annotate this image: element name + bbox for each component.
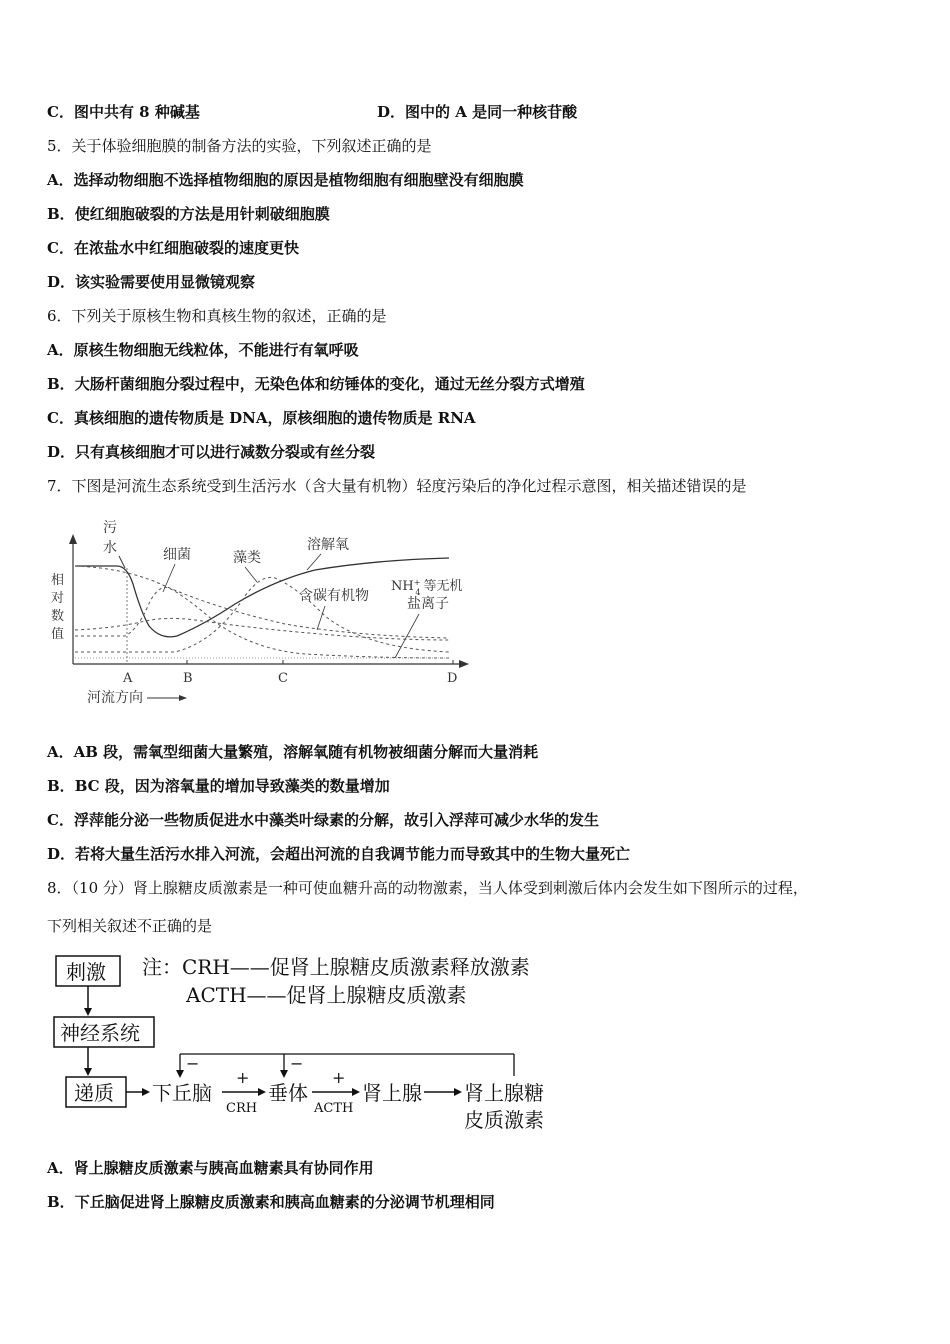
transmitter-label: 递质 [74, 1081, 114, 1105]
bacteria-label: 细菌 [163, 547, 191, 563]
nh4-pointer [395, 614, 419, 658]
option-label: B． [47, 777, 75, 795]
nh4-rest: 等无机 [423, 579, 463, 594]
q6-option-c [47, 408, 476, 428]
option-text: 图中的 A 是同一种核苷酸 [405, 103, 578, 121]
question-number: 5． [47, 137, 72, 155]
q7-option-b [47, 776, 390, 796]
river-direction-arrowhead [179, 695, 187, 701]
adrenal-label: 肾上腺 [362, 1081, 422, 1105]
feedback-arrowhead-hypothalamus [176, 1070, 184, 1078]
q6-option-b [47, 374, 585, 394]
note-line-2: ACTH——促肾上腺糖皮质激素 [186, 983, 467, 1007]
y-label-2: 对 [51, 591, 65, 606]
option-label: B． [47, 1193, 75, 1211]
pituitary-label: 垂体 [268, 1081, 308, 1105]
q7-option-a [47, 742, 538, 762]
q5-option-c [47, 238, 299, 258]
sewage-label-1: 污 [103, 520, 117, 536]
nh4-main: NH [391, 579, 414, 594]
feedback-minus-hypothalamus: − [186, 1054, 200, 1073]
q5-option-b [47, 204, 330, 224]
option-label: C． [47, 103, 74, 121]
tick-label-d: D [447, 671, 458, 686]
option-text: 浮萍能分泌一些物质促进水中藻类叶绿素的分解，故引入浮萍可减少水华的发生 [73, 811, 599, 829]
y-label-4: 值 [51, 627, 65, 642]
nh4-label [391, 578, 463, 597]
q7-option-d [47, 844, 630, 864]
question-number: 7． [47, 477, 72, 495]
option-text: 若将大量生活污水排入河流，会超出河流的自我调节能力而导致其中的生物大量死亡 [75, 845, 631, 863]
bacteria-curve [75, 587, 449, 658]
q8-option-a [47, 1158, 374, 1178]
option-text: AB 段，需氧型细菌大量繁殖，溶解氧随有机物被细菌分解而大量消耗 [73, 743, 539, 761]
question-stem: 下图是河流生态系统受到生活污水（含大量有机物）轻度污染后的净化过程示意图，相关描述错误的是 [71, 477, 747, 495]
arrowhead-hormone [454, 1088, 462, 1096]
salt-ions-label: 盐离子 [407, 596, 449, 612]
option-text: 大肠杆菌细胞分裂过程中，无染色体和纺锤体的变化，通过无丝分裂方式增殖 [74, 375, 585, 393]
option-text: 选择动物细胞不选择植物细胞的原因是植物细胞有细胞壁没有细胞膜 [73, 171, 524, 189]
tick-label-a: A [123, 671, 133, 686]
q6-stem [47, 306, 387, 326]
q4-option-c [47, 102, 200, 122]
acth-plus: + [332, 1068, 346, 1087]
algae-label: 藻类 [233, 550, 261, 566]
option-text: 原核生物细胞无线粒体，不能进行有氧呼吸 [73, 341, 359, 359]
option-label: B． [47, 375, 75, 393]
river-purification-figure [45, 512, 485, 712]
q8-option-b [47, 1192, 495, 1212]
algae-pointer [245, 567, 257, 582]
note-line-1: 注：CRH——促肾上腺糖皮质激素释放激素 [142, 955, 530, 979]
dissolved-oxygen-curve [75, 558, 449, 637]
option-text: 在浓盐水中红细胞破裂的速度更快 [73, 239, 299, 257]
question-stem-line-2: 下列相关叙述不正确的是 [47, 917, 213, 935]
nervous-system-label: 神经系统 [60, 1021, 140, 1045]
option-label: B． [47, 205, 75, 223]
nh4-superscript: + [413, 578, 421, 587]
option-text: 只有真核细胞才可以进行减数分裂或有丝分裂 [75, 443, 376, 461]
arrowhead-crh [258, 1088, 266, 1096]
tick-label-b: B [183, 671, 193, 686]
x-axis-label: 河流方向 [87, 690, 143, 706]
hypothalamus-label: 下丘脑 [152, 1081, 212, 1105]
crh-label: CRH [226, 1101, 258, 1116]
arrowhead-acth [352, 1088, 360, 1096]
q8-stem-continued [47, 916, 212, 936]
crh-plus: + [236, 1068, 250, 1087]
hormone-regulation-figure [50, 950, 570, 1135]
question-score: （10 分） [71, 879, 133, 897]
y-label-1: 相 [51, 573, 65, 588]
dissolved-oxygen-label: 溶解氧 [307, 537, 349, 553]
option-text: 图中共有 8 种碱基 [73, 103, 200, 121]
option-text: BC 段，因为溶氧量的增加导致藻类的数量增加 [74, 777, 390, 795]
y-axis-arrow [69, 534, 77, 544]
feedback-minus-pituitary: − [290, 1054, 304, 1073]
option-label: A． [47, 1159, 74, 1177]
q6-option-d [47, 442, 375, 462]
option-label: D． [47, 845, 76, 863]
question-number: 8． [47, 879, 72, 897]
y-label-3: 数 [51, 609, 65, 624]
arrowhead-transmitter [84, 1068, 92, 1076]
hormone-label-2: 皮质激素 [464, 1108, 544, 1132]
question-stem: 肾上腺糖皮质激素是一种可使血糖升高的动物激素，当人体受到刺激后体内会发生如下图所示的过程， [132, 879, 808, 897]
x-axis-arrow [459, 660, 469, 668]
organic-carbon-curve [75, 566, 449, 638]
question-stem: 关于体验细胞膜的制备方法的实验，下列叙述正确的是 [71, 137, 432, 155]
q5-option-d [47, 272, 255, 292]
option-label: C． [47, 409, 74, 427]
option-label: C． [47, 239, 74, 257]
feedback-arrowhead-pituitary [280, 1070, 288, 1078]
organic-carbon-label: 含碳有机物 [299, 588, 369, 604]
option-label: A． [47, 341, 74, 359]
acth-label: ACTH [314, 1101, 354, 1116]
q7-stem [47, 476, 747, 496]
stimulus-label: 刺激 [66, 960, 106, 984]
option-text: 真核细胞的遗传物质是 DNA，原核细胞的遗传物质是 RNA [73, 409, 476, 427]
q5-stem [47, 136, 432, 156]
sewage-label-2: 水 [103, 540, 117, 556]
nh4-subscript: 4 [415, 588, 421, 597]
question-stem: 下列关于原核生物和真核生物的叙述，正确的是 [71, 307, 387, 325]
option-text: 肾上腺糖皮质激素与胰高血糖素具有协同作用 [73, 1159, 374, 1177]
nh4-curve [75, 618, 449, 640]
option-text: 使红细胞破裂的方法是用针刺破细胞膜 [74, 205, 330, 223]
hormone-label-1: 肾上腺糖 [464, 1081, 544, 1105]
q8-stem [47, 878, 808, 898]
option-label: D． [47, 273, 76, 291]
q4-option-d [377, 102, 577, 122]
arrowhead-ns [84, 1008, 92, 1016]
q5-option-a [47, 170, 524, 190]
option-label: C． [47, 811, 74, 829]
option-label: D． [377, 103, 406, 121]
option-label: A． [47, 171, 74, 189]
option-text: 下丘脑促进肾上腺糖皮质激素和胰高血糖素的分泌调节机理相同 [74, 1193, 495, 1211]
option-label: A． [47, 743, 74, 761]
q6-option-a [47, 340, 359, 360]
q7-option-c [47, 810, 599, 830]
tick-label-c: C [278, 671, 288, 686]
arrowhead-hypothalamus [142, 1088, 150, 1096]
oxygen-pointer [307, 554, 321, 570]
option-text: 该实验需要使用显微镜观察 [75, 273, 256, 291]
question-number: 6． [47, 307, 72, 325]
option-label: D． [47, 443, 76, 461]
